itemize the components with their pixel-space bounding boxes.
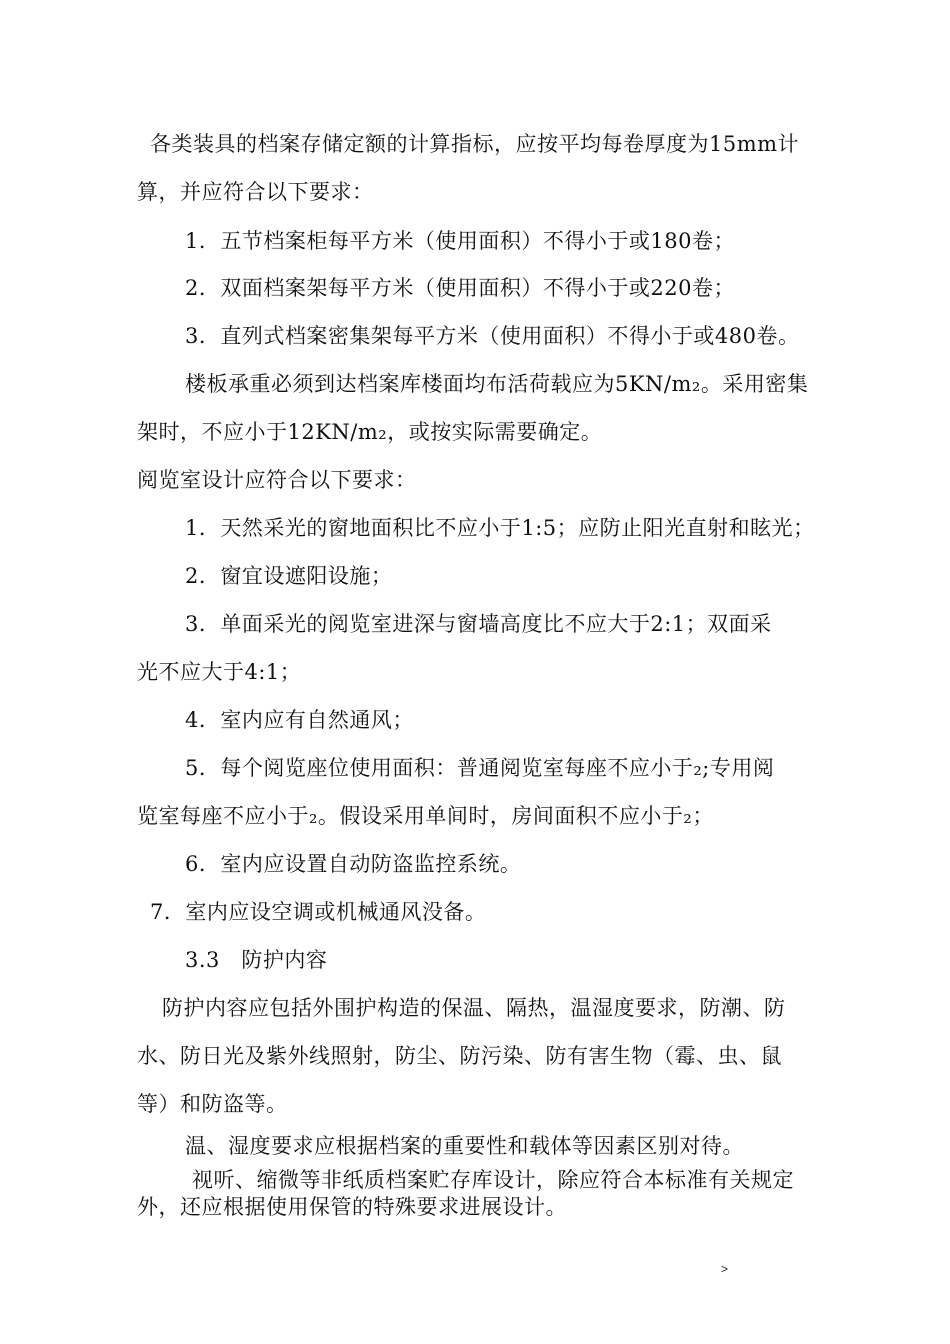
list-item-ventilation: 4．室内应有自然通风； (185, 708, 414, 732)
paragraph-humidity: 温、湿度要求应根据档案的重要性和载体等因素区别对待。 (185, 1134, 744, 1158)
list-item-depth-ratio-line-2: 光不应大于4:1； (137, 660, 302, 684)
paragraph-protection-line-3: 等）和防盗等。 (137, 1092, 288, 1116)
list-item-air-conditioning: 7．室内应设空调或机械通风没备。 (150, 900, 487, 924)
page-footer-mark: > (721, 1262, 729, 1276)
list-item-shading: 2．窗宜设遮阳设施； (185, 564, 393, 588)
paragraph-nonpaper-line-1: 视听、缩微等非纸质档案贮存库设计，除应符合本标准有关规定 (192, 1168, 794, 1192)
list-item-security: 6．室内应设置自动防盗监控系统。 (185, 852, 522, 876)
paragraph-floor-load-line-1: 楼板承重必须到达档案库楼面均布活荷载应为5KN/m₂。采用密集 (185, 372, 809, 396)
section-heading-protection: 3.3 防护内容 (185, 948, 328, 972)
list-item-seat-area-line-1: 5．每个阅览座位使用面积：普通阅览室每座不应小于₂;专用阅 (185, 756, 775, 780)
list-item-depth-ratio-line-1: 3．单面采光的阅览室进深与窗墙高度比不应大于2:1；双面采 (185, 612, 772, 636)
paragraph-nonpaper-line-2: 外，还应根据使用保管的特殊要求进展设计。 (137, 1195, 567, 1219)
reading-room-heading: 阅览室设计应符合以下要求： (137, 468, 417, 492)
paragraph-storage-quota-line-2: 算，并应符合以下要求： (137, 180, 374, 204)
list-item-cabinet: 1．五节档案柜每平方米（使用面积）不得小于或180卷； (185, 229, 735, 253)
paragraph-protection-line-1: 防护内容应包括外围护构造的保温、隔热，温湿度要求，防潮、防 (162, 996, 786, 1020)
list-item-seat-area-line-2: 览室每座不应小于₂。假设采用单间时，房间面积不应小于₂； (137, 804, 714, 828)
paragraph-floor-load-line-2: 架时，不应小于12KN/m₂，或按实际需要确定。 (137, 420, 603, 444)
paragraph-storage-quota-line-1: 各类装具的档案存储定额的计算指标，应按平均每卷厚度为15mm计 (150, 132, 800, 156)
list-item-daylight: 1．天然采光的窗地面积比不应小于1:5；应防止阳光直射和眩光； (185, 516, 815, 540)
paragraph-protection-line-2: 水、防日光及紫外线照射，防尘、防污染、防有害生物（霉、虫、鼠 (137, 1044, 782, 1068)
list-item-double-shelf: 2．双面档案架每平方米（使用面积）不得小于或220卷； (185, 276, 735, 300)
list-item-compact-shelf: 3．直列式档案密集架每平方米（使用面积）不得小于或480卷。 (185, 324, 800, 348)
